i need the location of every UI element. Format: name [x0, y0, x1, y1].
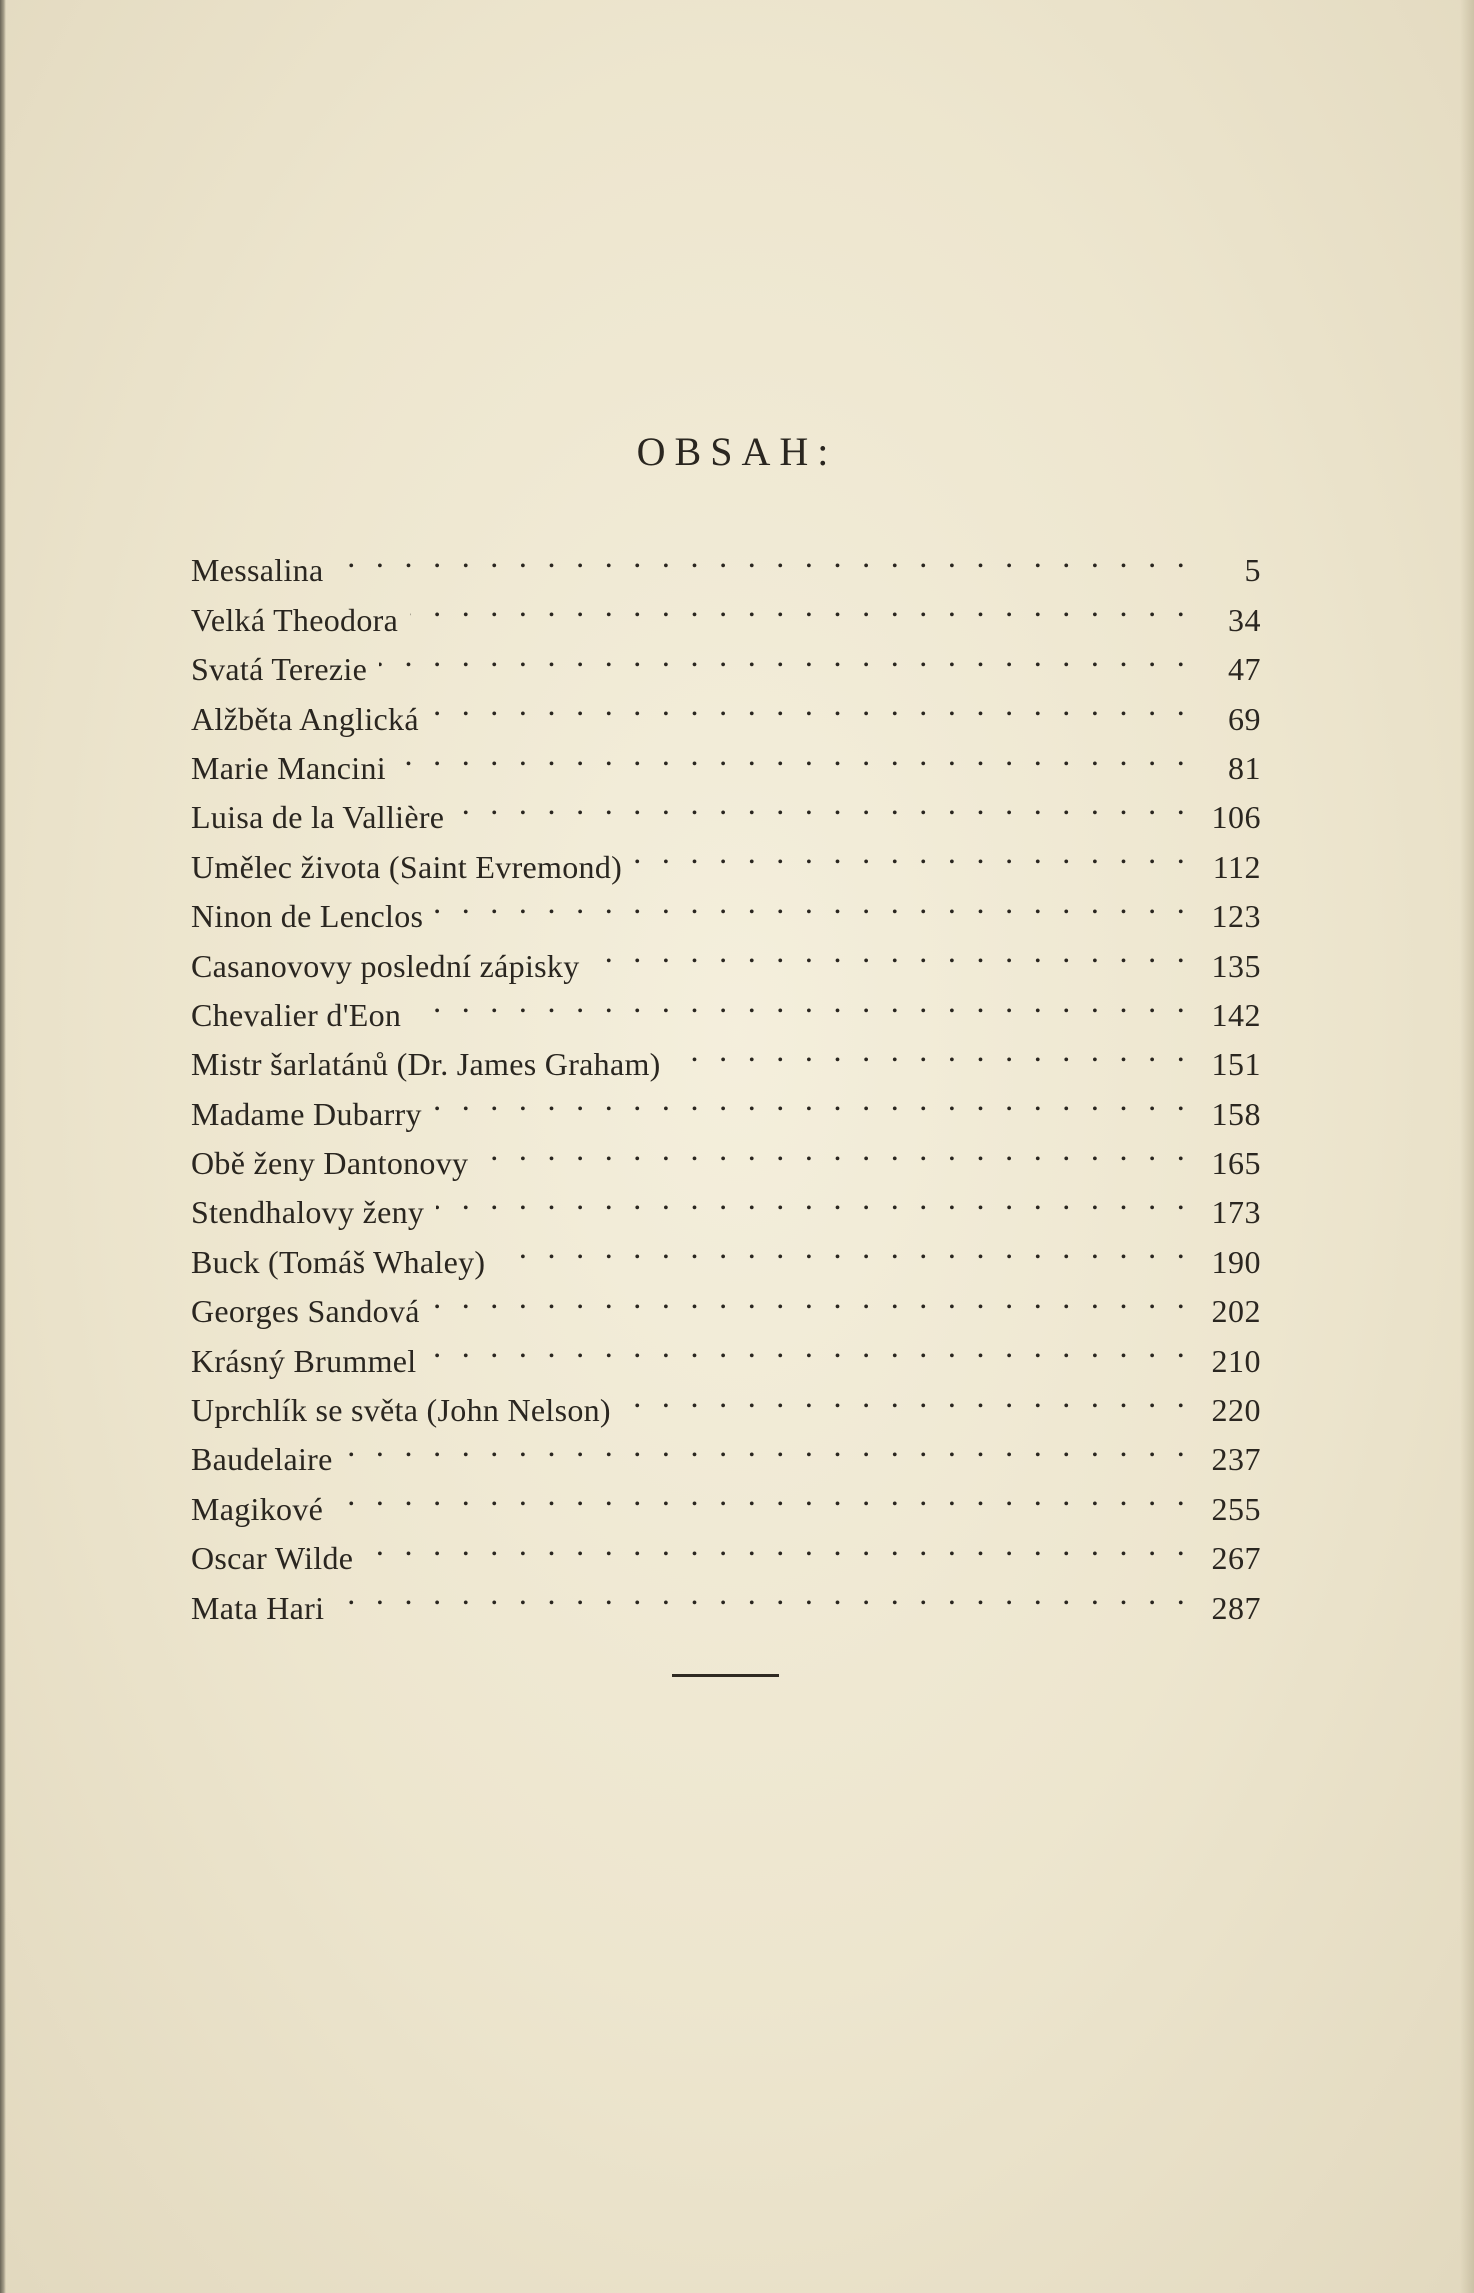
toc-entry-title: Stendhalovy ženy [191, 1194, 425, 1231]
toc-entry-page: 135 [1211, 947, 1261, 984]
toc-entry-title: Luisa de la Vallière [191, 799, 445, 836]
dot-leader [480, 1125, 1191, 1174]
toc-entry [191, 581, 1261, 638]
toc-entry-title: Obě ženy Dantonovy [191, 1145, 469, 1182]
dot-leader [431, 680, 1191, 729]
dot-leader [379, 631, 1191, 680]
toc-entry-title: Velká Theodora [191, 601, 399, 638]
closing-rule [672, 1674, 779, 1677]
dot-leader [592, 927, 1192, 976]
toc-entry [191, 532, 1261, 589]
toc-entry-title: Ninon de Lenclos [191, 898, 424, 935]
dot-leader [436, 1174, 1191, 1223]
toc-entry-title: Casanovovy poslední zápisky [191, 947, 580, 984]
toc-entry-page: 210 [1211, 1342, 1261, 1379]
dot-leader [365, 1520, 1191, 1569]
toc-entry-title: Oscar Wilde [191, 1540, 354, 1577]
dot-leader [413, 977, 1191, 1026]
toc-entry-page: 142 [1211, 996, 1261, 1033]
toc-entry [191, 1421, 1261, 1478]
toc-entry-title: Alžběta Anglická [191, 700, 419, 737]
toc-entry-page: 106 [1211, 799, 1261, 836]
toc-entry-title: Baudelaire [191, 1441, 333, 1478]
toc-entry-title: Messalina [191, 552, 324, 589]
toc-entry-title: Madame Dubarry [191, 1095, 422, 1132]
page-title: OBSAH: [636, 429, 838, 474]
dot-leader [336, 1569, 1191, 1618]
toc-entry-page: 5 [1244, 552, 1261, 589]
dot-leader [410, 581, 1191, 630]
toc-entry-title: Umělec života (Saint Evremond) [191, 848, 623, 885]
toc-entry-title: Magikové [191, 1490, 324, 1527]
toc-entry-title: Georges Sandová [191, 1293, 420, 1330]
toc-entry-page: 173 [1211, 1194, 1261, 1231]
dot-leader [623, 1372, 1191, 1421]
dot-leader [432, 1273, 1191, 1322]
toc-entry-title: Marie Mancini [191, 749, 386, 786]
toc-entry-title: Krásný Brummel [191, 1342, 417, 1379]
dot-leader [335, 532, 1191, 581]
toc-entry-page: 158 [1211, 1095, 1261, 1132]
toc-entry-page: 123 [1211, 898, 1261, 935]
table-of-contents [191, 532, 1261, 1626]
toc-entry-title: Uprchlík se světa (John Nelson) [191, 1392, 611, 1429]
toc-entry-page: 81 [1228, 749, 1261, 786]
toc-entry-page: 151 [1211, 1046, 1261, 1083]
toc-entry-title: Chevalier d'Eon [191, 996, 402, 1033]
dot-leader [398, 730, 1191, 779]
toc-entry-page: 165 [1211, 1145, 1261, 1182]
toc-entry-title: Mistr šarlatánů (Dr. James Graham) [191, 1046, 661, 1083]
toc-entry-page: 190 [1211, 1243, 1261, 1280]
toc-entry-page: 237 [1211, 1441, 1261, 1478]
toc-entry [191, 1520, 1261, 1577]
toc-entry-page: 267 [1211, 1540, 1261, 1577]
toc-entry-page: 255 [1211, 1490, 1261, 1527]
toc-entry-page: 69 [1228, 700, 1261, 737]
toc-entry-page: 220 [1211, 1392, 1261, 1429]
dot-leader [429, 1322, 1192, 1371]
toc-entry-page: 202 [1211, 1293, 1261, 1330]
dot-leader [345, 1421, 1191, 1470]
toc-entry-page: 112 [1212, 848, 1261, 885]
dot-leader [497, 1223, 1191, 1272]
toc-entry-page: 287 [1211, 1589, 1261, 1626]
dot-leader [435, 878, 1191, 927]
toc-entry-page: 34 [1228, 601, 1261, 638]
dot-leader [434, 1075, 1191, 1124]
toc-entry-title: Buck (Tomáš Whaley) [191, 1243, 486, 1280]
toc-entry [191, 1569, 1261, 1626]
toc-entry-title: Svatá Terezie [191, 651, 368, 688]
dot-leader [456, 779, 1191, 828]
toc-entry-page: 47 [1228, 651, 1261, 688]
toc-entry [191, 1470, 1261, 1527]
dot-leader [673, 1026, 1191, 1075]
dot-leader [634, 828, 1191, 877]
toc-entry-title: Mata Hari [191, 1589, 325, 1626]
dot-leader [335, 1470, 1191, 1519]
